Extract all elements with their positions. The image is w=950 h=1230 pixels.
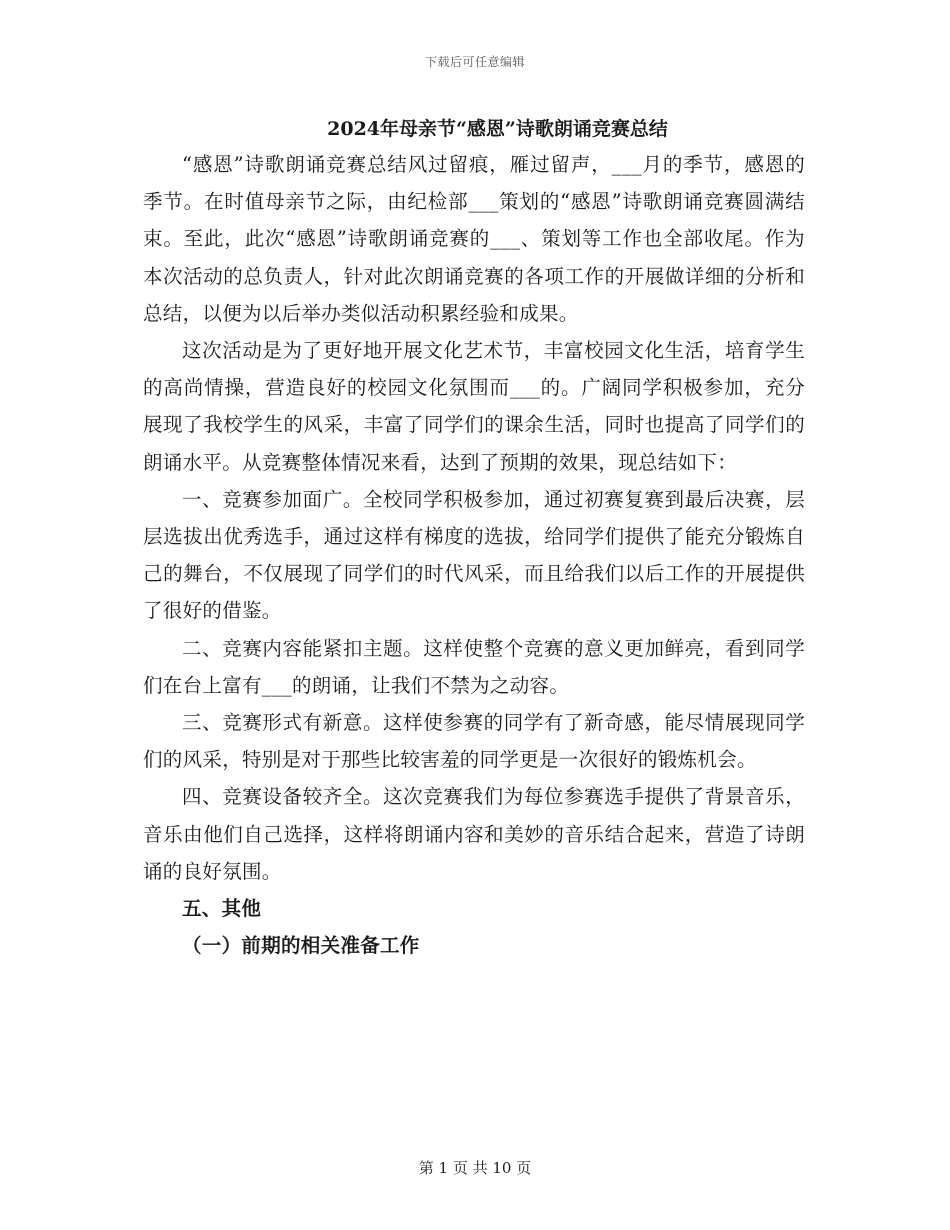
document-body [143,146,805,964]
paragraph-purpose: 这次活动是为了更好地开展文化艺术节，丰富校园文化生活，培育学生的高尚情操，营造良好的校园文化氛围而___的。广阔同学积极参加，充分展现了我校学生的风采，丰富了同学们的课余生活，同时也提高了同学们的朗诵水平。从竞赛整体情况来看，达到了预期的效果，现总结如下： [143,339,805,474]
subsection-heading-preparation: （一）前期的相关准备工作 [182,934,420,958]
page-number: 第 1 页 共 10 页 [418,1159,532,1177]
paragraph-point-4: 四、竞赛设备较齐全。这次竞赛我们为每位参赛选手提供了背景音乐，音乐由他们自己选择，这样将朗诵内容和美妙的音乐结合起来，营造了诗朗诵的良好氛围。 [143,785,805,883]
page-header-note: 下载后可任意编辑 [424,55,525,69]
paragraph-point-2: 二、竞赛内容能紧扣主题。这样使整个竞赛的意义更加鲜亮，看到同学们在台上富有___的朗诵，让我们不禁为之动容。 [143,636,805,697]
paragraph-point-1: 一、竞赛参加面广。全校同学积极参加，通过初赛复赛到最后决赛，层层选拔出优秀选手，通过这样有梯度的选拔，给同学们提供了能充分锻炼自己的舞台，不仅展现了同学们的时代风采，而且给我们以后工作的开展提供了很好的借鉴。 [143,487,805,623]
paragraph-point-3: 三、竞赛形式有新意。这样使参赛的同学有了新奇感，能尽情展现同学们的风采，特别是对于那些比较害羞的同学更是一次很好的锻炼机会。 [143,711,805,772]
section-heading-other: 五、其他 [182,897,262,921]
paragraph-intro: “感恩”诗歌朗诵竞赛总结风过留痕，雁过留声，___月的季节，感恩的季节。在时值母亲节之际，由纪检部___策划的“感恩”诗歌朗诵竞赛圆满结束。至此，此次“感恩”诗歌朗诵竞赛的___、策划等工作也全部收尾。作为本次活动的总负责人，针对此次朗诵竞赛的各项工作的开展做详细的分析和总结，以便为以后举办类似活动积累经验和成果。 [143,153,805,325]
document-title: 2024年母亲节“感恩”诗歌朗诵竞赛总结 [327,118,668,140]
